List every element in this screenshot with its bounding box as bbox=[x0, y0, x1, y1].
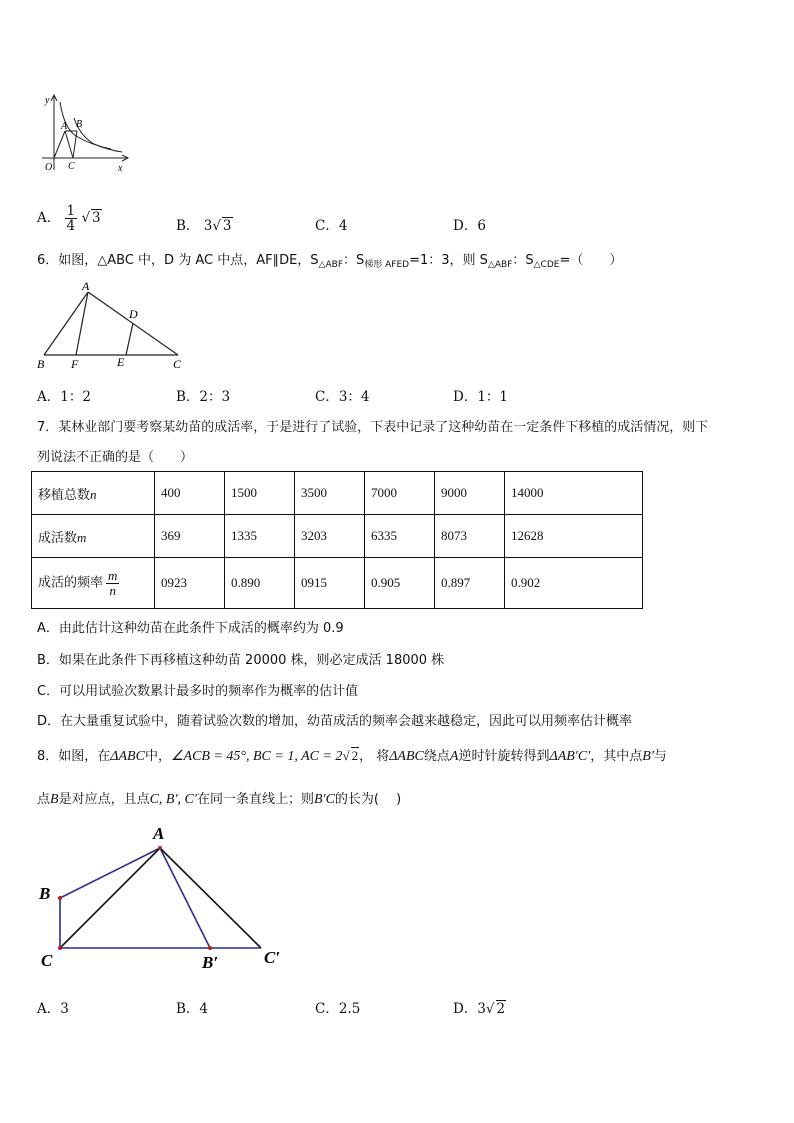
q7-option-d[interactable]: D．在大量重复试验中，随着试验次数的增加，幼苗成活的频率会越来越稳定，因此可以用频率估计概率 bbox=[37, 714, 633, 729]
table-cell: 0.905 bbox=[365, 558, 435, 609]
table-cell: 1500 bbox=[225, 472, 295, 515]
point-c bbox=[58, 946, 62, 950]
table-row bbox=[32, 472, 643, 515]
table-cell: 1335 bbox=[225, 515, 295, 558]
table-row bbox=[32, 558, 643, 609]
q6-stem: 6．如图，△ABC 中，D 为 AC 中点，AF∥DE，$S_{\triangle ABF}$：$S_{梯形 AFED}=1$：3，则 $S_{\triangle ABF}$：$S_{\triangle CDE}=$（ ） bbox=[37, 253, 623, 270]
q8-rotation-figure bbox=[36, 820, 298, 972]
table-cell: 369 bbox=[155, 515, 225, 558]
seg-ac bbox=[65, 131, 73, 158]
row-label: 成活数m bbox=[32, 515, 155, 558]
fraction: $\frac{m}{n}$ bbox=[108, 567, 118, 598]
label-a: A bbox=[153, 824, 165, 843]
table-row bbox=[32, 515, 643, 558]
q7-stem-line2: 列说法不正确的是（ ） bbox=[37, 450, 194, 465]
sqrt-sign: √ bbox=[342, 748, 350, 763]
q8-stem-line1: 8．如图，在ΔABC中，∠ACB = 45°, BC = 1, AC = 2√ 2， 将ΔABC绕点A逆时针旋转得到ΔAB′C′，其中点B′与 bbox=[37, 748, 667, 764]
table-cell: 3500 bbox=[295, 472, 365, 515]
q7-option-b[interactable]: B．如果在此条件下再移植这种幼苗 20000 株，则必定成活 18000 株 bbox=[37, 653, 445, 668]
label-c1: C′ bbox=[264, 948, 281, 967]
q8-option-d[interactable]: D．3√ 2 bbox=[453, 1001, 506, 1017]
label-y: y bbox=[45, 95, 50, 106]
q7-option-c[interactable]: C．可以用试验次数累计最多时的频率作为概率的估计值 bbox=[37, 684, 359, 699]
label-d: D bbox=[129, 307, 138, 321]
seg-ca bbox=[60, 848, 160, 948]
label-c: C bbox=[68, 161, 75, 172]
q8-stem-line2: 点B是对应点，且点C, B′, C′在同一条直线上；则B′C的长为( ) bbox=[37, 792, 402, 807]
table-cell: 7000 bbox=[365, 472, 435, 515]
sqrt-sign: √ bbox=[81, 210, 91, 227]
q5-hyperbola-figure bbox=[36, 92, 136, 174]
label-b: B bbox=[76, 119, 83, 130]
q8-option-a[interactable]: A．3 bbox=[37, 1001, 69, 1017]
q5-option-d[interactable]: D．6 bbox=[453, 218, 486, 234]
label-o: O bbox=[45, 162, 53, 173]
q7-data-table bbox=[31, 471, 643, 609]
seg-ab1 bbox=[160, 848, 210, 948]
q5-option-c[interactable]: C．4 bbox=[315, 218, 348, 234]
sqrt-sign: √ bbox=[212, 218, 221, 234]
q5-option-b[interactable]: B． 3√ 3 bbox=[176, 218, 232, 234]
table-cell: 400 bbox=[155, 472, 225, 515]
seg-oa bbox=[54, 131, 65, 158]
seg-ac1 bbox=[160, 848, 261, 948]
table-cell: 6335 bbox=[365, 515, 435, 558]
q6-triangle-figure bbox=[36, 280, 186, 372]
q8-option-b[interactable]: B．4 bbox=[176, 1001, 209, 1017]
label-c: C bbox=[173, 357, 182, 371]
q6-option-c[interactable]: C．3：4 bbox=[315, 389, 370, 405]
table-cell: 0.902 bbox=[505, 558, 643, 609]
q6-option-d[interactable]: D．1：1 bbox=[453, 389, 509, 405]
table-cell: 12628 bbox=[505, 515, 643, 558]
label-b: B bbox=[39, 884, 51, 903]
label-x: x bbox=[118, 163, 123, 174]
table-cell: 0915 bbox=[295, 558, 365, 609]
label-f: F bbox=[71, 357, 79, 371]
q7-option-a[interactable]: A．由此估计这种幼苗在此条件下成活的概率约为 0.9 bbox=[37, 621, 344, 636]
point-b1 bbox=[208, 946, 212, 950]
row-label: 移植总数n bbox=[32, 472, 155, 515]
label-b: B bbox=[37, 357, 45, 371]
table-cell: 8073 bbox=[435, 515, 505, 558]
table-cell: 0.890 bbox=[225, 558, 295, 609]
table-cell: 3203 bbox=[295, 515, 365, 558]
label-b1: B′ bbox=[202, 953, 219, 972]
label-e: E bbox=[117, 355, 125, 369]
row-label: 成活的频率 $\frac{m}{n}$ bbox=[32, 558, 155, 609]
label-a: A bbox=[82, 280, 90, 293]
table-cell: 0.897 bbox=[435, 558, 505, 609]
table-cell: 9000 bbox=[435, 472, 505, 515]
seg-ba bbox=[60, 848, 160, 898]
fraction: $\frac{1}{4}$ bbox=[66, 203, 76, 235]
table-cell: 0923 bbox=[155, 558, 225, 609]
table-cell: 14000 bbox=[505, 472, 643, 515]
curve-inner bbox=[60, 102, 111, 149]
point-b bbox=[58, 896, 62, 900]
q6-option-a[interactable]: A．1：2 bbox=[37, 389, 91, 405]
point-a bbox=[158, 846, 162, 850]
label-c: C bbox=[41, 951, 53, 970]
q7-stem-line1: 7．某林业部门要考察某幼苗的成活率，于是进行了试验，下表中记录了这种幼苗在一定条件下移植的成活情况，则下 bbox=[37, 420, 709, 435]
q8-option-c[interactable]: C．2.5 bbox=[315, 1001, 361, 1017]
q5-option-a[interactable]: A． $\frac{1}{4}$ √ 3 bbox=[37, 203, 101, 235]
sqrt-sign: √ bbox=[485, 1001, 495, 1017]
label-a: A bbox=[61, 121, 68, 132]
q6-option-b[interactable]: B．2：3 bbox=[176, 389, 231, 405]
